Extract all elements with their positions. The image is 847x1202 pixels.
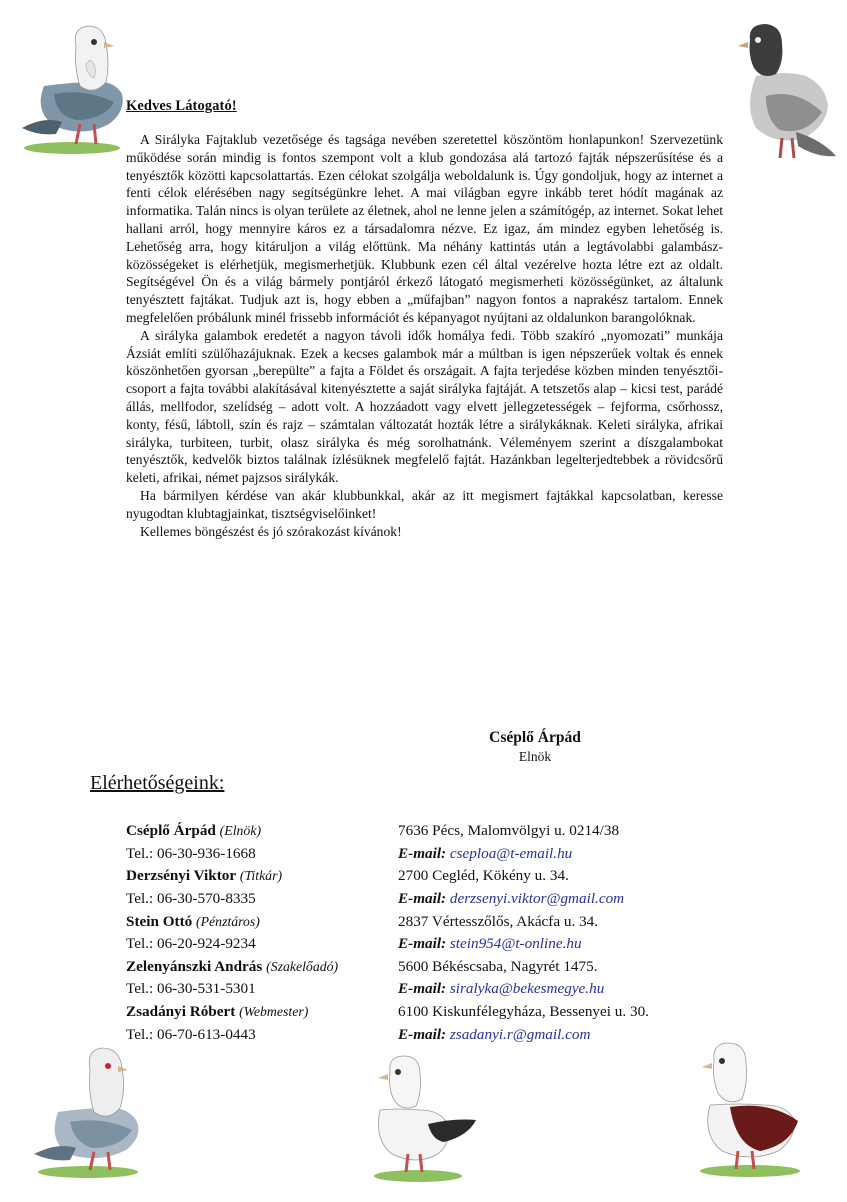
contact-role: (Elnök) (219, 823, 262, 839)
signature-name: Cséplő Árpád (489, 729, 581, 746)
signature-role: Elnök (518, 749, 552, 764)
contact-name: Derzsényi Viktor (126, 867, 237, 885)
email-label: E-mail: (398, 890, 447, 908)
contact-phone: Tel.: 06-30-570-8335 (126, 890, 256, 908)
contact-role: (Webmester) (239, 1004, 309, 1020)
contact-phone: Tel.: 06-30-936-1668 (126, 844, 256, 862)
contact-email-link[interactable]: derzsenyi.viktor@gmail.com (449, 890, 625, 908)
contact-address: 5600 Békéscsaba, Nagyrét 1475. (398, 957, 598, 975)
contact-email-link[interactable]: siralyka@bekesmegye.hu (449, 980, 605, 998)
contact-row-name (126, 956, 726, 979)
email-label: E-mail: (398, 1025, 447, 1043)
letter-paragraph-2: A sirályka galambok eredetét a nagyon távoli idők homálya fedi. Több szakíró „nyomozati” munkája Ázsiát említi szülőhazájuknak. Ezek a kecses galambok már a múltban is igen népszerűek voltak és ennek köszönhetően gyorsan „berepülte” a fajta a Földet és országait. A fajta terjedése közben minden tenyésztői-csoport a fajta további alakításával kitenyésztette a saját sirályka fajtáját. A tetszetős alap – kicsi test, parádé állás, mellfodor, szelídség – adott volt. A hozzáadott vagy elvett jellegzetességek – fejforma, csőrhossz, konty, fésű, lábtoll, szín és rajz – számtalan változatát hozták létre a sirálykáknak. Keleti sirályka, afrikai sirályka, turbiteen, turbit, olasz sirályka és még sorolhatnánk. Véleményem szerint a díszgalambokat tenyésztők, kedvelők biztos találnak ízlésüknek megfelelő fajtát. Hazánkban legelterjedtebbek a rövidcsőrű keleti, afrikai, német pajzsos sirálykák. (126, 327, 723, 486)
contact-phone: Tel.: 06-20-924-9234 (126, 935, 256, 953)
contact-row-phone (126, 843, 726, 866)
email-label: E-mail: (398, 844, 447, 862)
pigeon-illustration-top-left (14, 16, 134, 156)
contact-email-link[interactable]: zsadanyi.r@gmail.com (449, 1025, 591, 1043)
contact-row-phone (126, 1023, 726, 1046)
contact-row-phone (126, 888, 726, 911)
contact-name: Stein Ottó (126, 912, 193, 930)
pigeon-illustration-bottom-right (690, 1035, 810, 1180)
welcome-letter (126, 98, 723, 540)
contact-address: 2700 Cegléd, Kökény u. 34. (398, 867, 569, 885)
contact-row-name (126, 1001, 726, 1024)
contact-row-phone (126, 978, 726, 1001)
email-label: E-mail: (398, 980, 447, 998)
contact-name: Cséplő Árpád (126, 822, 216, 840)
letter-paragraph-3: Ha bármilyen kérdése van akár klubbunkkal, akár az itt megismert fajtákkal kapcsolatban, keresse nyugodtan klubtagjainkat, tisztségviselőinket! (126, 487, 723, 521)
contact-name: Zsadányi Róbert (126, 1003, 236, 1021)
email-label: E-mail: (398, 935, 447, 953)
contact-role: (Szakelőadó) (266, 958, 339, 974)
contact-row-phone (126, 933, 726, 956)
letter-closing: Kellemes böngészést és jó szórakozást kívánok! (140, 523, 402, 539)
contact-role: (Pénztáros) (196, 913, 260, 929)
contact-email-link[interactable]: cseploa@t-email.hu (449, 844, 573, 862)
pigeon-illustration-bottom-center (368, 1050, 480, 1184)
contact-address: 6100 Kiskunfélegyháza, Bessenyei u. 30. (398, 1003, 649, 1021)
contact-phone: Tel.: 06-70-613-0443 (126, 1025, 256, 1043)
contact-name: Zelenyánszki András (126, 957, 263, 975)
contact-row-name (126, 865, 726, 888)
contact-email-link[interactable]: stein954@t-online.hu (449, 935, 582, 953)
pigeon-illustration-top-right (726, 16, 838, 166)
pigeon-illustration-bottom-left (30, 1040, 150, 1180)
contact-phone: Tel.: 06-30-531-5301 (126, 980, 256, 998)
letter-paragraph-1: A Sirályka Fajtaklub vezetősége és tagsága nevében szeretettel köszöntöm honlapunkon! Szervezetünk működése során mindig is fontos szempont volt a klub gondozása alá tartozó fajták népszerűsítése és a tenyésztők közötti kapcsolattartás. Ezen célokat szolgálja weboldalunk is. Úgy gondoljuk, hogy az internet a fenti célok elérésében nagy segítségünkre lehet. A mai világban egyre inkább teret hódít magának az informatika. Talán nincs is olyan területe az életnek, ahol ne lenne jelen a számítógép, az internet. Sokat lehet hallani arról, hogy mennyire káros ez a társadalomra nézve. Ez igaz, ám mindez egyben lehetőség is. Lehetőség arra, hogy kitáruljon a világ előttünk. Ma néhány kattintás után a legtávolabbi galambász-közösségeket is elérhetjük, megismerhetjük. Klubbunk ezen cél által vezérelve hozta létre ezt az oldalt. Segítségével Ön és a világ bármely pontjáról érkező látogató megismerheti közösségünket, az általunk tenyésztett fajtákat. Tudjuk azt is, hogy ebben a „műfajban” nagyon fontos a naprakész tartalom. Ennek megfelelően próbálunk minél frissebb információt és képanyagot nyújtani az oldalunkon barangolóknak. (126, 132, 723, 325)
contact-address: 7636 Pécs, Malomvölgyi u. 0214/38 (398, 822, 620, 840)
contact-row-name (126, 820, 726, 843)
contact-row-name (126, 910, 726, 933)
signature (450, 728, 620, 765)
contact-address: 2837 Vértesszőlős, Akácfa u. 34. (398, 912, 599, 930)
letter-title: Kedves Látogató! (126, 98, 237, 114)
contacts-title: Elérhetőségeink: (90, 772, 225, 794)
contact-role: (Titkár) (239, 868, 283, 884)
contacts-list (126, 820, 726, 1046)
